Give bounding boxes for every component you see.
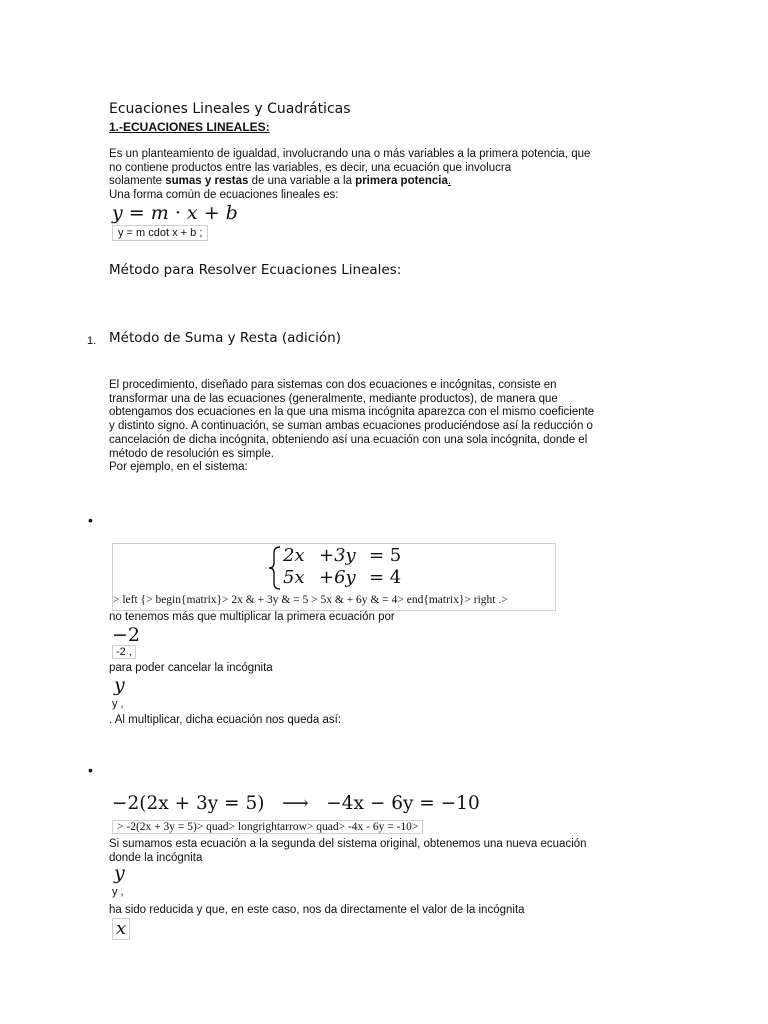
reduced-text: ha sido reducida y que, en este caso, nos da directamente el valor de la incógnita bbox=[109, 904, 525, 916]
formula-y: y bbox=[112, 202, 123, 224]
formula-x: x bbox=[186, 202, 198, 224]
multiply-text: no tenemos más que multiplicar la primera ecuación por bbox=[109, 611, 395, 623]
y-variable-alt-text: y , bbox=[112, 698, 124, 710]
intro-line-4: Una forma común de ecuaciones lineales es: bbox=[109, 189, 339, 202]
procedure-line-7: Por ejemplo, en el sistema: bbox=[109, 461, 248, 474]
system-matrix bbox=[283, 545, 401, 589]
method-heading: Método para Resolver Ecuaciones Lineales: bbox=[109, 262, 402, 278]
list-number: 1. bbox=[87, 335, 97, 347]
formula-dot: · bbox=[174, 202, 181, 224]
formula-equals: = bbox=[128, 202, 145, 224]
sum-text-line-1: Si sumamos esta ecuación a la segunda del sistema original, obtenemos una nueva ecuación bbox=[109, 838, 587, 850]
procedure-paragraph bbox=[109, 379, 669, 475]
system-row-1 bbox=[283, 545, 401, 567]
linear-formula bbox=[112, 202, 238, 224]
formula-m: m bbox=[150, 202, 169, 224]
bullet-2: • bbox=[88, 762, 93, 778]
section-subtitle: 1.-ECUACIONES LINEALES: bbox=[109, 120, 270, 134]
x-variable-math: x bbox=[112, 918, 130, 940]
system-alt-text: > left {> begin{matrix}> 2x & + 3y & = 5 > 5x & + 6y & = 4> end{matrix}> right .> bbox=[113, 594, 508, 606]
system-r1-c2: +3y bbox=[319, 545, 356, 566]
bold-sumas-y-restas: sumas y restas bbox=[165, 175, 249, 188]
linear-formula-alt-text: y = m cdot x + b ; bbox=[112, 225, 208, 241]
system-r1-c3: = 5 bbox=[369, 545, 402, 566]
system-r2-c2: +6y bbox=[319, 567, 356, 588]
result-text: . Al multiplicar, dicha ecuación nos queda así: bbox=[109, 714, 342, 726]
intro-line-1: Es un planteamiento de igualdad, involucrando una o más variables a la primera potencia, que bbox=[109, 148, 591, 160]
neg-two-math: −2 bbox=[112, 624, 141, 646]
formula-b: b bbox=[225, 202, 238, 224]
neg-two-alt-text: -2 , bbox=[112, 645, 136, 659]
procedure-line-5: cancelación de dicha incógnita, obteniendo así una ecuación con una sola incógnita, donde el bbox=[109, 433, 588, 446]
system-row-2 bbox=[283, 567, 401, 589]
bullet-1: • bbox=[88, 512, 93, 528]
bold-primera-potencia: primera potencia bbox=[355, 175, 448, 188]
y-variable-math: y bbox=[114, 674, 125, 696]
procedure-line-2: transformar una de las ecuaciones (generalmente, mediante productos), de manera que bbox=[109, 392, 558, 405]
left-brace-icon bbox=[268, 546, 282, 590]
y-variable-alt-text-2: y , bbox=[112, 886, 124, 898]
procedure-line-6: método de resolución es simple. bbox=[109, 447, 274, 460]
procedure-line-3: obtengamos dos ecuaciones en la que una misma incógnita aparezca con el mismo coeficiente bbox=[109, 406, 595, 419]
page-title: Ecuaciones Lineales y Cuadráticas bbox=[109, 101, 351, 117]
system-equation-box bbox=[112, 543, 556, 611]
multiplied-equation-alt-text: > -2(2x + 3y = 5)> quad> longrightarrow> quad> -4x - 6y = -10> bbox=[112, 820, 423, 834]
y-variable-math-2: y bbox=[114, 862, 125, 884]
intro-line-3 bbox=[109, 175, 669, 189]
sum-method-heading: Método de Suma y Resta (adición) bbox=[109, 330, 341, 346]
procedure-line-1: El procedimiento, diseñado para sistemas con dos ecuaciones e incógnitas, consiste en bbox=[109, 379, 557, 391]
sum-paragraph bbox=[109, 838, 669, 865]
intro-paragraph bbox=[109, 148, 669, 203]
intro-line-2: no contiene productos entre las variables, es decir, una ecuación que involucra bbox=[109, 161, 512, 174]
intro-line-3-a: solamente bbox=[109, 175, 166, 188]
system-r2-c1: 5x bbox=[283, 567, 305, 588]
intro-line-3-period: . bbox=[447, 175, 452, 188]
cancel-text: para poder cancelar la incógnita bbox=[109, 662, 273, 674]
procedure-line-4: y distinto signo. A continuación, se suman ambas ecuaciones produciéndose así la reducción o bbox=[109, 420, 593, 433]
formula-plus: + bbox=[203, 202, 220, 224]
intro-line-3-c: de una variable a la bbox=[248, 175, 356, 188]
multiplied-equation: −2(2x + 3y = 5) ⟶ −4x − 6y = −10 bbox=[112, 793, 480, 814]
system-r1-c1: 2x bbox=[283, 545, 305, 566]
sum-text-line-2: donde la incógnita bbox=[109, 851, 203, 864]
system-r2-c3: = 4 bbox=[369, 567, 402, 588]
